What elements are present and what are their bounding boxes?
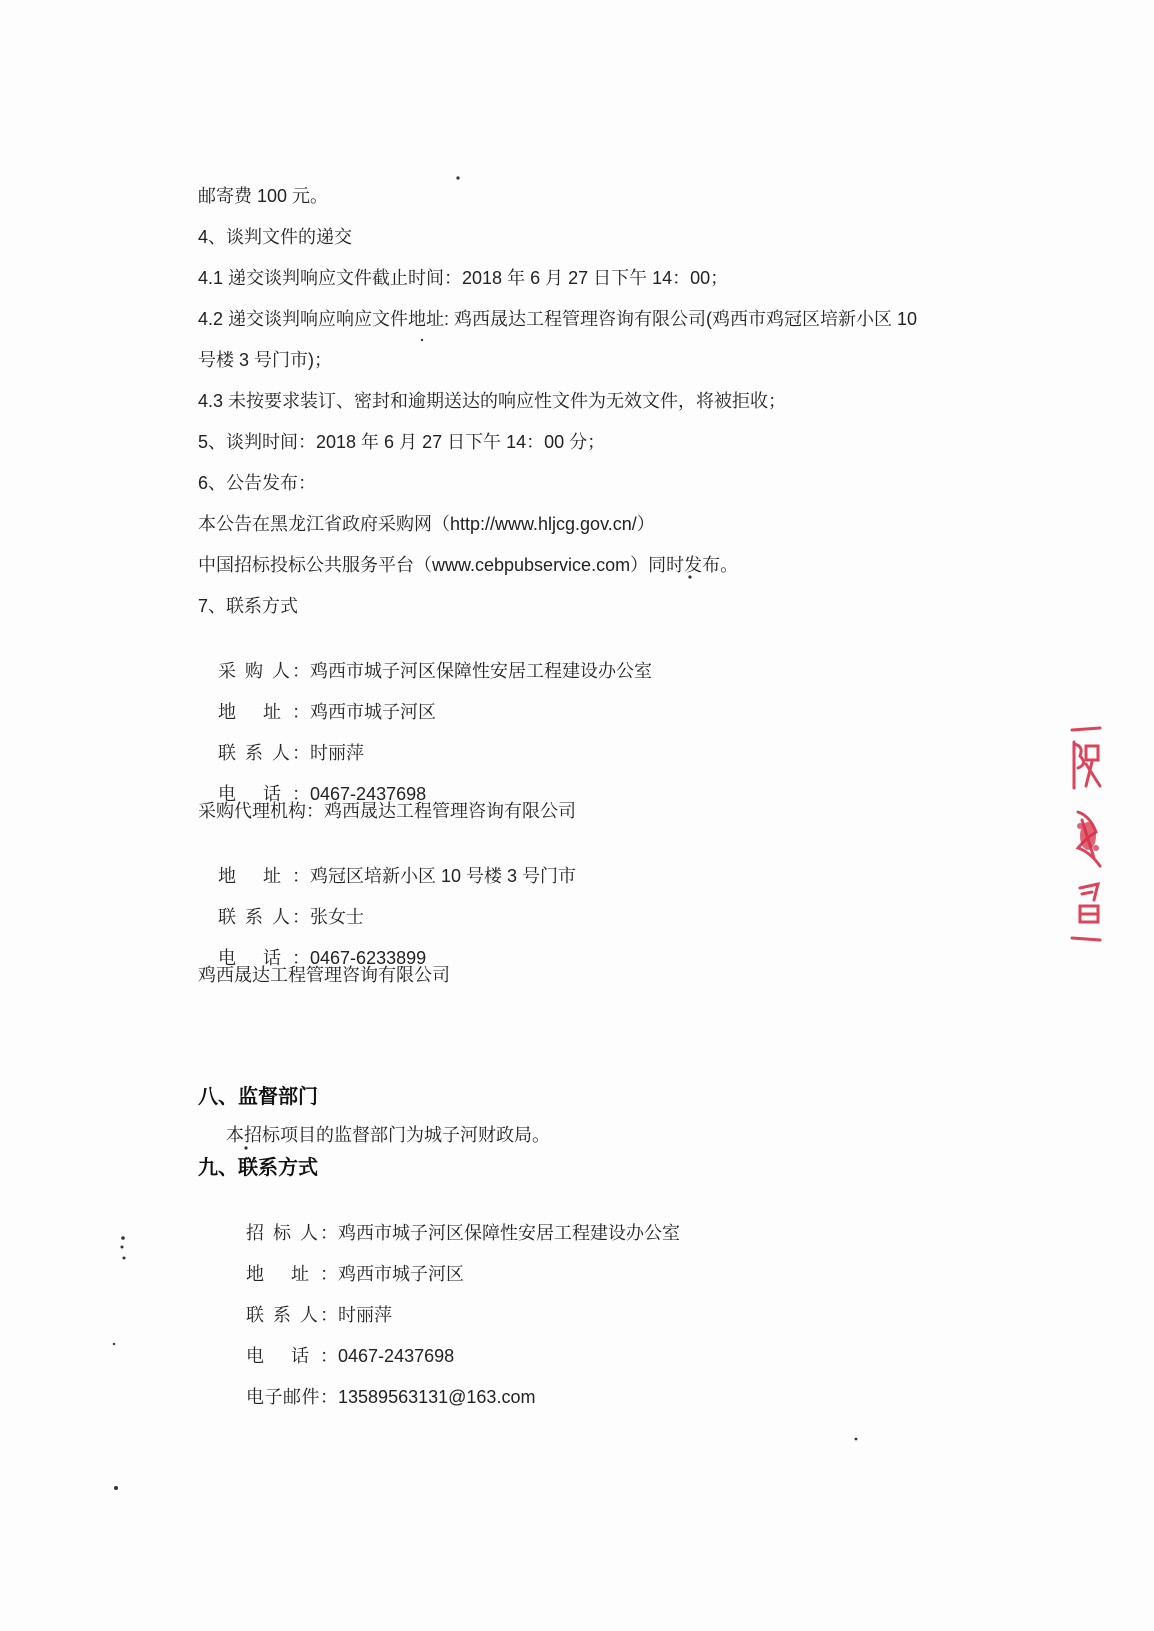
tenderer-email-row <box>226 1361 535 1433</box>
item-4-1-deadline: 4.1 递交谈判响应文件截止时间：2018 年 6 月 27 日下午 14：00； <box>198 268 729 288</box>
purchaser-label: 采 购 人： <box>218 661 311 681</box>
item-5-negotiation-time: 5、谈判时间：2018 年 6 月 27 日下午 14：00 分； <box>198 432 606 452</box>
tenderer-value: 鸡西市城子河区保障性安居工程建设办公室 <box>338 1223 681 1243</box>
agency-signature: 鸡西晟达工程管理咨询有限公司 <box>198 965 450 985</box>
contact-person-value: 时丽萍 <box>338 1305 393 1325</box>
address-label: 地 址： <box>218 702 311 722</box>
section-8-text: 本招标项目的监督部门为城子河财政局。 <box>226 1125 550 1145</box>
item-4-2-address: 4.2 递交谈判响应响应文件地址: 鸡西晟达工程管理咨询有限公司(鸡西市鸡冠区培新小区 10 <box>198 309 918 329</box>
contact-person-label: 联 系 人： <box>246 1305 339 1325</box>
phone-value: 0467-6233899 <box>310 948 427 968</box>
publish-site-1: 本公告在黑龙江省政府采购网（http://www.hljcg.gov.cn/） <box>198 514 655 534</box>
item-7-heading: 7、联系方式 <box>198 596 299 616</box>
address-value: 鸡西市城子河区 <box>338 1264 465 1284</box>
email-label: 电子邮件： <box>246 1387 339 1407</box>
red-seal-stamp <box>1060 716 1110 952</box>
contact-person-label: 联 系 人： <box>218 907 311 927</box>
contact-person-label: 联 系 人： <box>218 743 311 763</box>
address-value: 鸡西市城子河区 <box>310 702 437 722</box>
agency-line: 采购代理机构：鸡西晟达工程管理咨询有限公司 <box>198 801 576 821</box>
phone-label: 电 话： <box>246 1346 339 1366</box>
phone-label: 电 话： <box>218 784 311 804</box>
section-8-heading: 八、监督部门 <box>198 1086 318 1108</box>
item-6-heading: 6、公告发布： <box>198 473 317 493</box>
publish-site-2: 中国招标投标公共服务平台（www.cebpubservice.com）同时发布。 <box>198 555 739 575</box>
item-4-heading: 4、谈判文件的递交 <box>198 227 353 247</box>
purchaser-value: 鸡西市城子河区保障性安居工程建设办公室 <box>310 661 653 681</box>
postage-fee-line: 邮寄费 100 元。 <box>198 186 329 206</box>
phone-value: 0467-2437698 <box>310 784 427 804</box>
contact-person-value: 时丽萍 <box>310 743 365 763</box>
address-label: 地 址： <box>246 1264 339 1284</box>
section-9-heading: 九、联系方式 <box>198 1157 318 1179</box>
item-4-2-address-cont: 号楼 3 号门市)； <box>198 350 333 370</box>
tenderer-label: 招 标 人： <box>246 1223 339 1243</box>
phone-label: 电 话： <box>218 948 311 968</box>
item-4-3-rejection: 4.3 未按要求装订、密封和逾期送达的响应性文件为无效文件，将被拒收； <box>198 391 787 411</box>
address-value: 鸡冠区培新小区 10 号楼 3 号门市 <box>310 866 577 886</box>
email-value: 13589563131@163.com <box>338 1387 536 1407</box>
contact-person-value: 张女士 <box>310 907 365 927</box>
phone-value: 0467-2437698 <box>338 1346 455 1366</box>
address-label: 地 址： <box>218 866 311 886</box>
